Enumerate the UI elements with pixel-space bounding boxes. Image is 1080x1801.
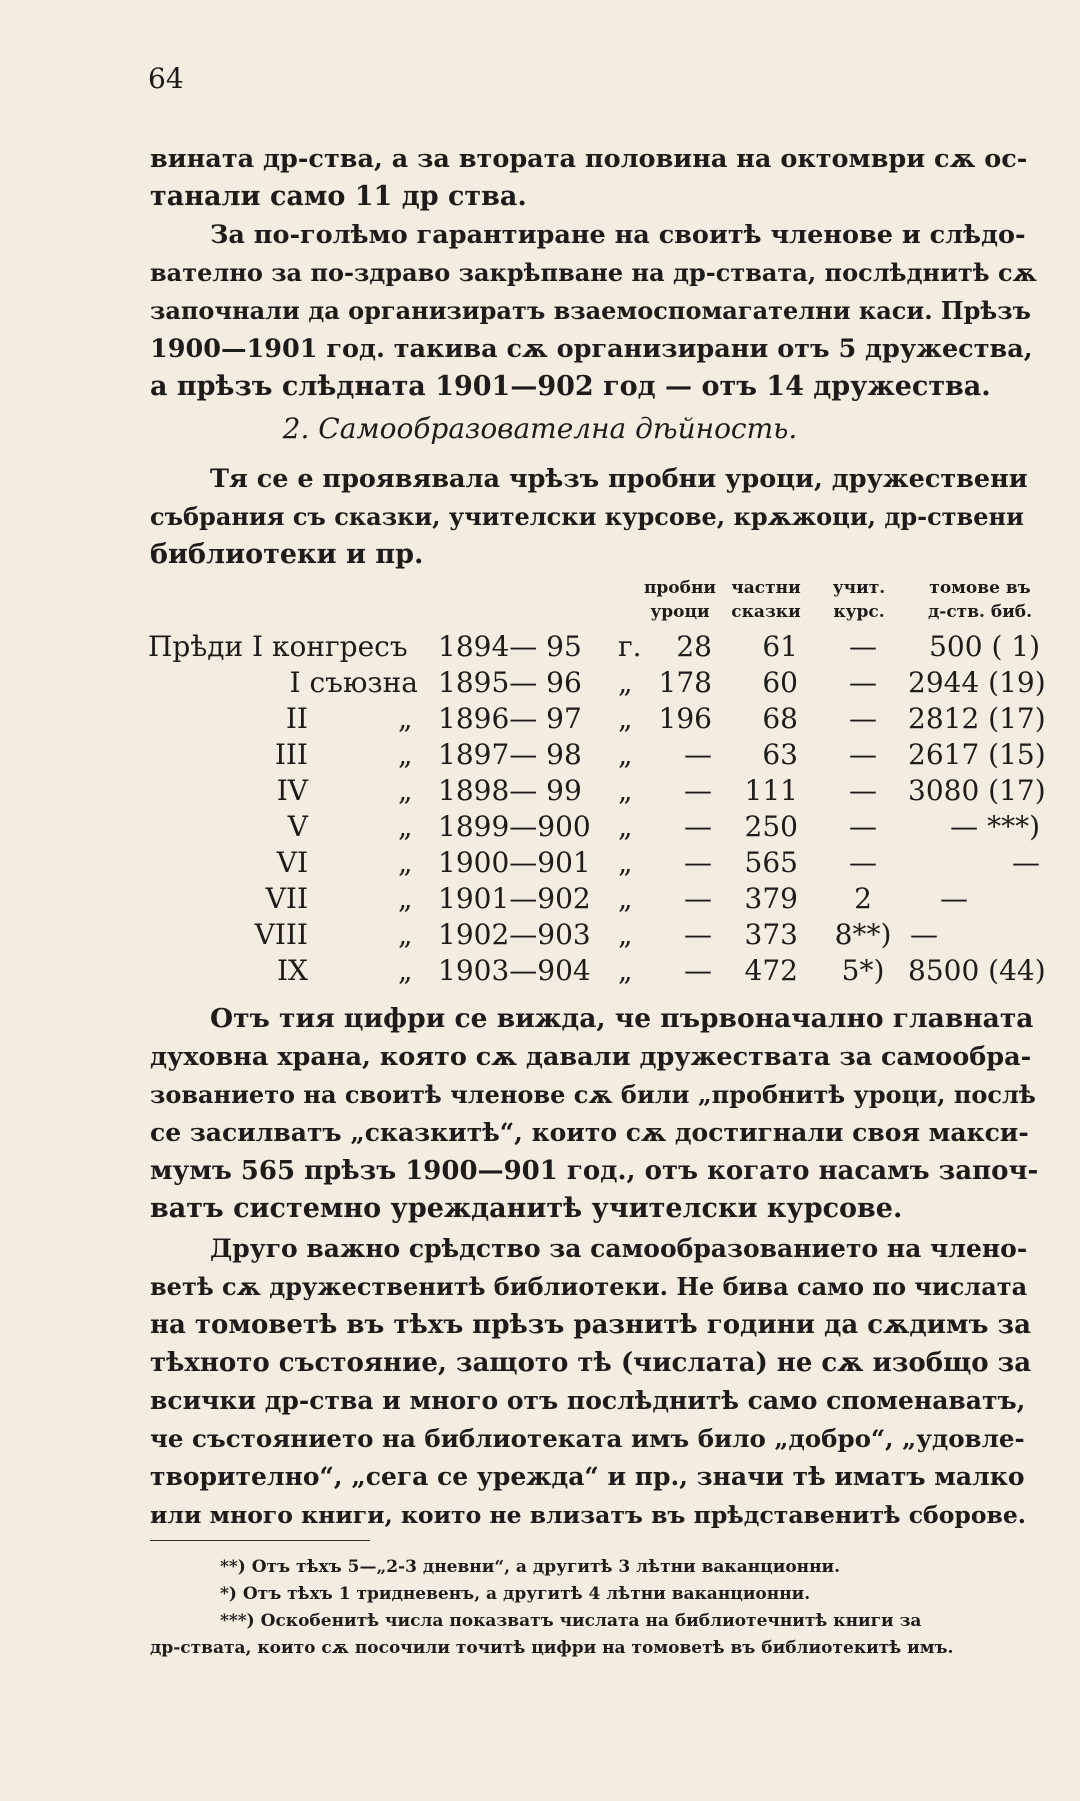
text-line: творително“, „сега се урежда“ и пр., значи тѣ иматъ малко bbox=[150, 1462, 1025, 1491]
text-line: Тя се е проявявала чрѣзъ пробни уроци, дружествени bbox=[210, 464, 1028, 494]
text-line: танали само 11 др ства. bbox=[150, 181, 527, 212]
row-label: VII bbox=[265, 882, 308, 915]
text-line: започнали да организиратъ взаемоспомагателни каси. Прѣзъ bbox=[150, 296, 1031, 325]
text-line: За по-голѣмо гарантиране на своитѣ членове и слѣдо- bbox=[210, 220, 1026, 250]
row-year-suffix: „ bbox=[618, 846, 633, 879]
row-kurs: — bbox=[849, 702, 877, 735]
text-line: Отъ тия цифри се вижда, че първоначално главната bbox=[210, 1003, 1034, 1034]
table-row bbox=[148, 630, 1040, 666]
text-line: духовна храна, която сѫ давали дружествата за самообра- bbox=[150, 1042, 1032, 1072]
row-years: 1897— 98 bbox=[438, 738, 582, 771]
row-label: IX bbox=[277, 954, 308, 987]
row-skazki: 68 bbox=[762, 702, 798, 735]
paragraph-libraries bbox=[150, 1230, 1038, 1534]
row-kurs: — bbox=[849, 630, 877, 663]
row-kurs: — bbox=[849, 666, 877, 699]
header-tomove: томове въ д-ств. биб. bbox=[927, 578, 1033, 622]
header-probni: пробни уроци bbox=[643, 578, 717, 622]
row-skazki: 60 bbox=[762, 666, 798, 699]
row-skazki: 61 bbox=[762, 630, 798, 663]
row-kurs: 8**) bbox=[834, 918, 892, 951]
footnote: **) Отъ тѣхъ 5—„2-3 дневни“, а другитѣ 3 лѣтни ваканционни. bbox=[220, 1557, 841, 1577]
row-tomove: — ***) bbox=[950, 810, 1040, 843]
row-years: 1895— 96 bbox=[438, 666, 582, 699]
row-probni: 28 bbox=[676, 630, 712, 663]
row-ditto: „ bbox=[398, 918, 413, 951]
row-tomove: 2617 (15) bbox=[908, 738, 1046, 771]
row-label: IV bbox=[276, 774, 308, 807]
row-year-suffix: „ bbox=[618, 774, 633, 807]
section-heading: 2. Самообразователна дѣйность. bbox=[282, 412, 798, 445]
row-kurs: 5*) bbox=[841, 954, 885, 987]
row-kurs: 2 bbox=[854, 882, 872, 915]
row-probni: — bbox=[684, 918, 712, 951]
row-skazki: 472 bbox=[744, 954, 798, 987]
row-label: Прѣди I конгресъ bbox=[148, 630, 408, 663]
row-ditto: „ bbox=[398, 810, 413, 843]
row-year-suffix: „ bbox=[618, 954, 633, 987]
row-ditto: „ bbox=[398, 738, 413, 771]
row-year-suffix: „ bbox=[618, 918, 633, 951]
table-row bbox=[148, 846, 1040, 882]
row-probni: 196 bbox=[658, 702, 712, 735]
table-row bbox=[148, 702, 1046, 738]
row-year-suffix: г. bbox=[618, 630, 642, 663]
row-tomove: 2944 (19) bbox=[908, 666, 1046, 699]
table-row bbox=[148, 738, 1046, 774]
row-ditto: „ bbox=[398, 774, 413, 807]
row-probni: — bbox=[684, 738, 712, 771]
row-years: 1902—903 bbox=[438, 918, 591, 951]
text-line: зованието на своитѣ членове сѫ били „пробнитѣ уроци, послѣ bbox=[150, 1080, 1036, 1109]
row-year-suffix: „ bbox=[618, 882, 633, 915]
text-line: вателно за по-здраво закрѣпване на др-ствата, послѣднитѣ сѫ bbox=[150, 258, 1037, 287]
row-label: VI bbox=[276, 846, 308, 879]
row-year-suffix: „ bbox=[618, 810, 633, 843]
row-tomove: 3080 (17) bbox=[908, 774, 1046, 807]
row-probni: — bbox=[684, 954, 712, 987]
text-line: или много книги, които не влизатъ въ прѣдставенитѣ сборове. bbox=[150, 1501, 1026, 1529]
paragraph-figures bbox=[150, 1000, 1038, 1228]
table-row bbox=[148, 666, 1046, 702]
row-probni: — bbox=[684, 846, 712, 879]
row-label: II bbox=[285, 702, 308, 735]
paragraph-intro bbox=[150, 460, 1038, 574]
row-skazki: 250 bbox=[744, 810, 798, 843]
text-line: вината др-ства, а за втората половина на октомври сѫ ос- bbox=[150, 144, 1028, 174]
row-years: 1900—901 bbox=[438, 846, 591, 879]
row-ditto: „ bbox=[398, 882, 413, 915]
page-number: 64 bbox=[148, 62, 184, 95]
row-tomove: — bbox=[1012, 846, 1040, 879]
row-probni: — bbox=[684, 774, 712, 807]
header-kurs: учит. курс. bbox=[832, 578, 886, 622]
text-line: ватъ системно урежданитѣ учителски курсове. bbox=[150, 1193, 903, 1224]
row-years: 1901—902 bbox=[438, 882, 591, 915]
row-ditto: „ bbox=[398, 954, 413, 987]
row-label: VIII bbox=[254, 918, 308, 951]
paragraph-cooperatives bbox=[150, 140, 1038, 406]
text-line: събрания съ сказки, учителски курсове, крѫжоци, др-ствени bbox=[150, 502, 1024, 531]
row-tomove: 2812 (17) bbox=[908, 702, 1046, 735]
row-kurs: — bbox=[849, 774, 877, 807]
text-line: библиотеки и пр. bbox=[150, 539, 424, 570]
footnote: *) Отъ тѣхъ 1 тридневенъ, а другитѣ 4 лѣтни ваканционни. bbox=[220, 1584, 811, 1604]
row-kurs: — bbox=[849, 810, 877, 843]
row-tomove: — bbox=[910, 918, 938, 951]
row-year-suffix: „ bbox=[618, 738, 633, 771]
row-ditto: „ bbox=[398, 846, 413, 879]
footnote: ***) Оскобенитѣ числа показватъ числата на библиотечнитѣ книги за bbox=[220, 1611, 922, 1631]
text-line: ветѣ сѫ дружественитѣ библиотеки. Не бива само по числата bbox=[150, 1272, 1028, 1301]
table-row bbox=[148, 918, 1040, 954]
row-years: 1899—900 bbox=[438, 810, 591, 843]
table-row bbox=[148, 810, 1040, 846]
text-line: а прѣзъ слѣдната 1901—902 год — отъ 14 дружества. bbox=[150, 371, 991, 402]
row-year-suffix: „ bbox=[618, 702, 633, 735]
footnotes bbox=[150, 1554, 1038, 1662]
text-line: се засилватъ „сказкитѣ“, които сѫ достигнали своя макси- bbox=[150, 1118, 1029, 1147]
text-line: всички др-ства и много отъ послѣднитѣ само споменаватъ, bbox=[150, 1386, 1026, 1415]
text-line: тѣхното състояние, защото тѣ (числата) не сѫ изобщо за bbox=[150, 1348, 1032, 1378]
row-years: 1903—904 bbox=[438, 954, 591, 987]
text-line: мумъ 565 прѣзъ 1900—901 год., отъ когато насамъ започ- bbox=[150, 1156, 1039, 1186]
row-label: I съюзна bbox=[289, 666, 418, 699]
table-row bbox=[148, 774, 1046, 810]
row-years: 1898— 99 bbox=[438, 774, 582, 807]
row-tomove: 500 ( 1) bbox=[929, 630, 1040, 663]
row-ditto: „ bbox=[398, 702, 413, 735]
table-row bbox=[148, 954, 1046, 990]
row-probni: 178 bbox=[658, 666, 712, 699]
row-kurs: — bbox=[849, 738, 877, 771]
text-line: на томоветѣ въ тѣхъ прѣзъ разнитѣ години да сѫдимъ за bbox=[150, 1310, 1031, 1340]
row-years: 1894— 95 bbox=[438, 630, 582, 663]
text-line: 1900—1901 год. такива сѫ организирани отъ 5 дружества, bbox=[150, 334, 1033, 364]
row-kurs: — bbox=[849, 846, 877, 879]
row-year-suffix: „ bbox=[618, 666, 633, 699]
row-label: III bbox=[274, 738, 308, 771]
row-skazki: 111 bbox=[744, 774, 798, 807]
footnote-divider bbox=[150, 1540, 370, 1541]
row-tomove: — bbox=[940, 882, 968, 915]
header-skazki: частни сказки bbox=[731, 578, 801, 622]
footnote: др-ствата, които сѫ посочили точитѣ цифри на томоветѣ въ библиотекитѣ имъ. bbox=[150, 1638, 954, 1658]
text-line: Друго важно срѣдство за самообразованието на члено- bbox=[210, 1234, 1028, 1263]
table-row bbox=[148, 882, 1040, 918]
row-skazki: 373 bbox=[744, 918, 798, 951]
row-probni: — bbox=[684, 810, 712, 843]
row-label: V bbox=[287, 810, 308, 843]
row-tomove: 8500 (44) bbox=[908, 954, 1046, 987]
text-line: че състоянието на библиотеката имъ било „добро“, „удовле- bbox=[150, 1424, 1025, 1453]
row-skazki: 565 bbox=[744, 846, 798, 879]
row-skazki: 379 bbox=[744, 882, 798, 915]
row-probni: — bbox=[684, 882, 712, 915]
row-years: 1896— 97 bbox=[438, 702, 582, 735]
row-skazki: 63 bbox=[762, 738, 798, 771]
